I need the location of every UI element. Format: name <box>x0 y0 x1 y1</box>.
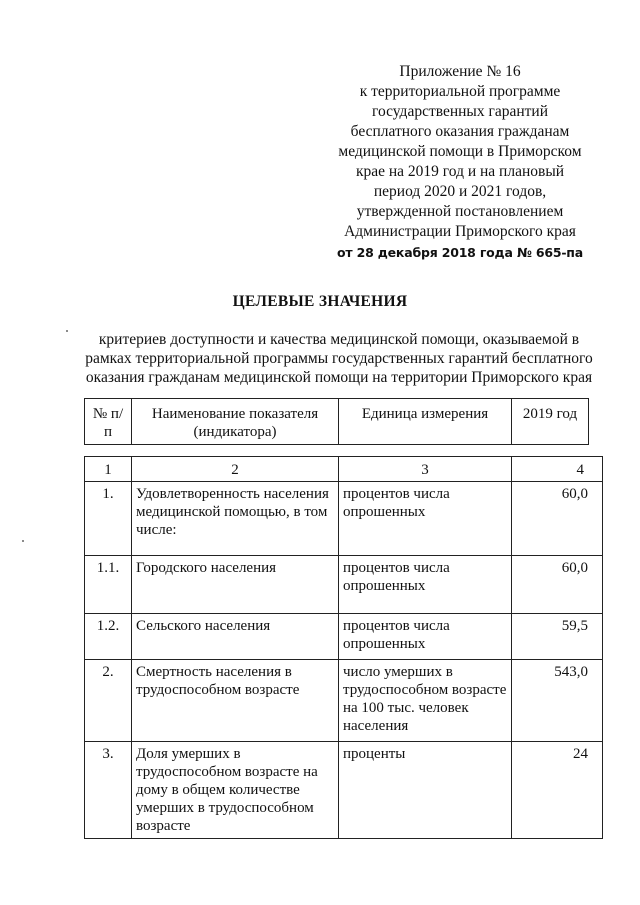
header-year: 2019 год <box>512 399 589 445</box>
scan-speck <box>66 330 68 332</box>
column-number: 3 <box>339 457 512 482</box>
annex-header <box>330 62 590 263</box>
annex-line: утвержденной постановлением <box>356 203 564 220</box>
row-unit: процентов числа опрошенных <box>339 614 512 660</box>
annex-line: бесплатного оказания гражданам <box>350 123 570 140</box>
row-num: 1.2. <box>85 614 132 660</box>
row-num: 1.1. <box>85 556 132 614</box>
row-name: Городского населения <box>132 556 339 614</box>
order-reference: от 28 декабря 2018 года № 665-па <box>337 245 583 260</box>
document-title: ЦЕЛЕВЫЕ ЗНАЧЕНИЯ <box>232 293 408 310</box>
header-name: Наименование показателя (индикатора) <box>132 399 339 445</box>
row-value: 543,0 <box>512 660 603 742</box>
annex-line: медицинской помощи в Приморском <box>338 143 582 160</box>
row-name: Удовлетворенность населения медицинской помощью, в том числе: <box>132 482 339 556</box>
row-name: Сельского населения <box>132 614 339 660</box>
table-row <box>85 482 603 556</box>
row-value: 24 <box>512 742 603 839</box>
table-row <box>85 614 603 660</box>
row-unit: число умерших в трудоспособном возрасте на 100 тыс. человек населения <box>339 660 512 742</box>
row-num: 1. <box>85 482 132 556</box>
header-unit: Единица измерения <box>339 399 512 445</box>
row-value: 60,0 <box>512 482 603 556</box>
annex-line: период 2020 и 2021 годов, <box>373 183 547 200</box>
header-num: № п/п <box>85 399 132 445</box>
row-unit: процентов числа опрошенных <box>339 482 512 556</box>
row-num: 2. <box>85 660 132 742</box>
column-number-row <box>85 457 603 482</box>
document-subtitle: критериев доступности и качества медицинской помощи, оказываемой в рамках территориальной программы государственных гарантий бесплатного оказания гражданам медицинской помощи на территории Приморского края <box>85 331 593 386</box>
row-num: 3. <box>85 742 132 839</box>
column-number: 4 <box>512 457 603 482</box>
annex-line: крае на 2019 год и на плановый <box>355 163 565 180</box>
table-row <box>85 556 603 614</box>
row-value: 60,0 <box>512 556 603 614</box>
row-value: 59,5 <box>512 614 603 660</box>
indicators-table <box>84 456 603 839</box>
scan-speck <box>22 540 24 542</box>
row-unit: процентов числа опрошенных <box>339 556 512 614</box>
row-name: Доля умерших в трудоспособном возрасте на дому в общем количестве умерших в трудоспособном возрасте <box>132 742 339 839</box>
table-row <box>85 660 603 742</box>
row-unit: проценты <box>339 742 512 839</box>
column-number: 2 <box>132 457 339 482</box>
annex-line: Приложение № 16 <box>399 63 521 80</box>
row-name: Смертность населения в трудоспособном возрасте <box>132 660 339 742</box>
table-header <box>84 398 589 445</box>
annex-line: к территориальной программе <box>359 83 561 100</box>
annex-line: государственных гарантий <box>372 103 548 120</box>
annex-line: Администрации Приморского края <box>344 223 576 240</box>
column-number: 1 <box>85 457 132 482</box>
table-row <box>85 742 603 839</box>
